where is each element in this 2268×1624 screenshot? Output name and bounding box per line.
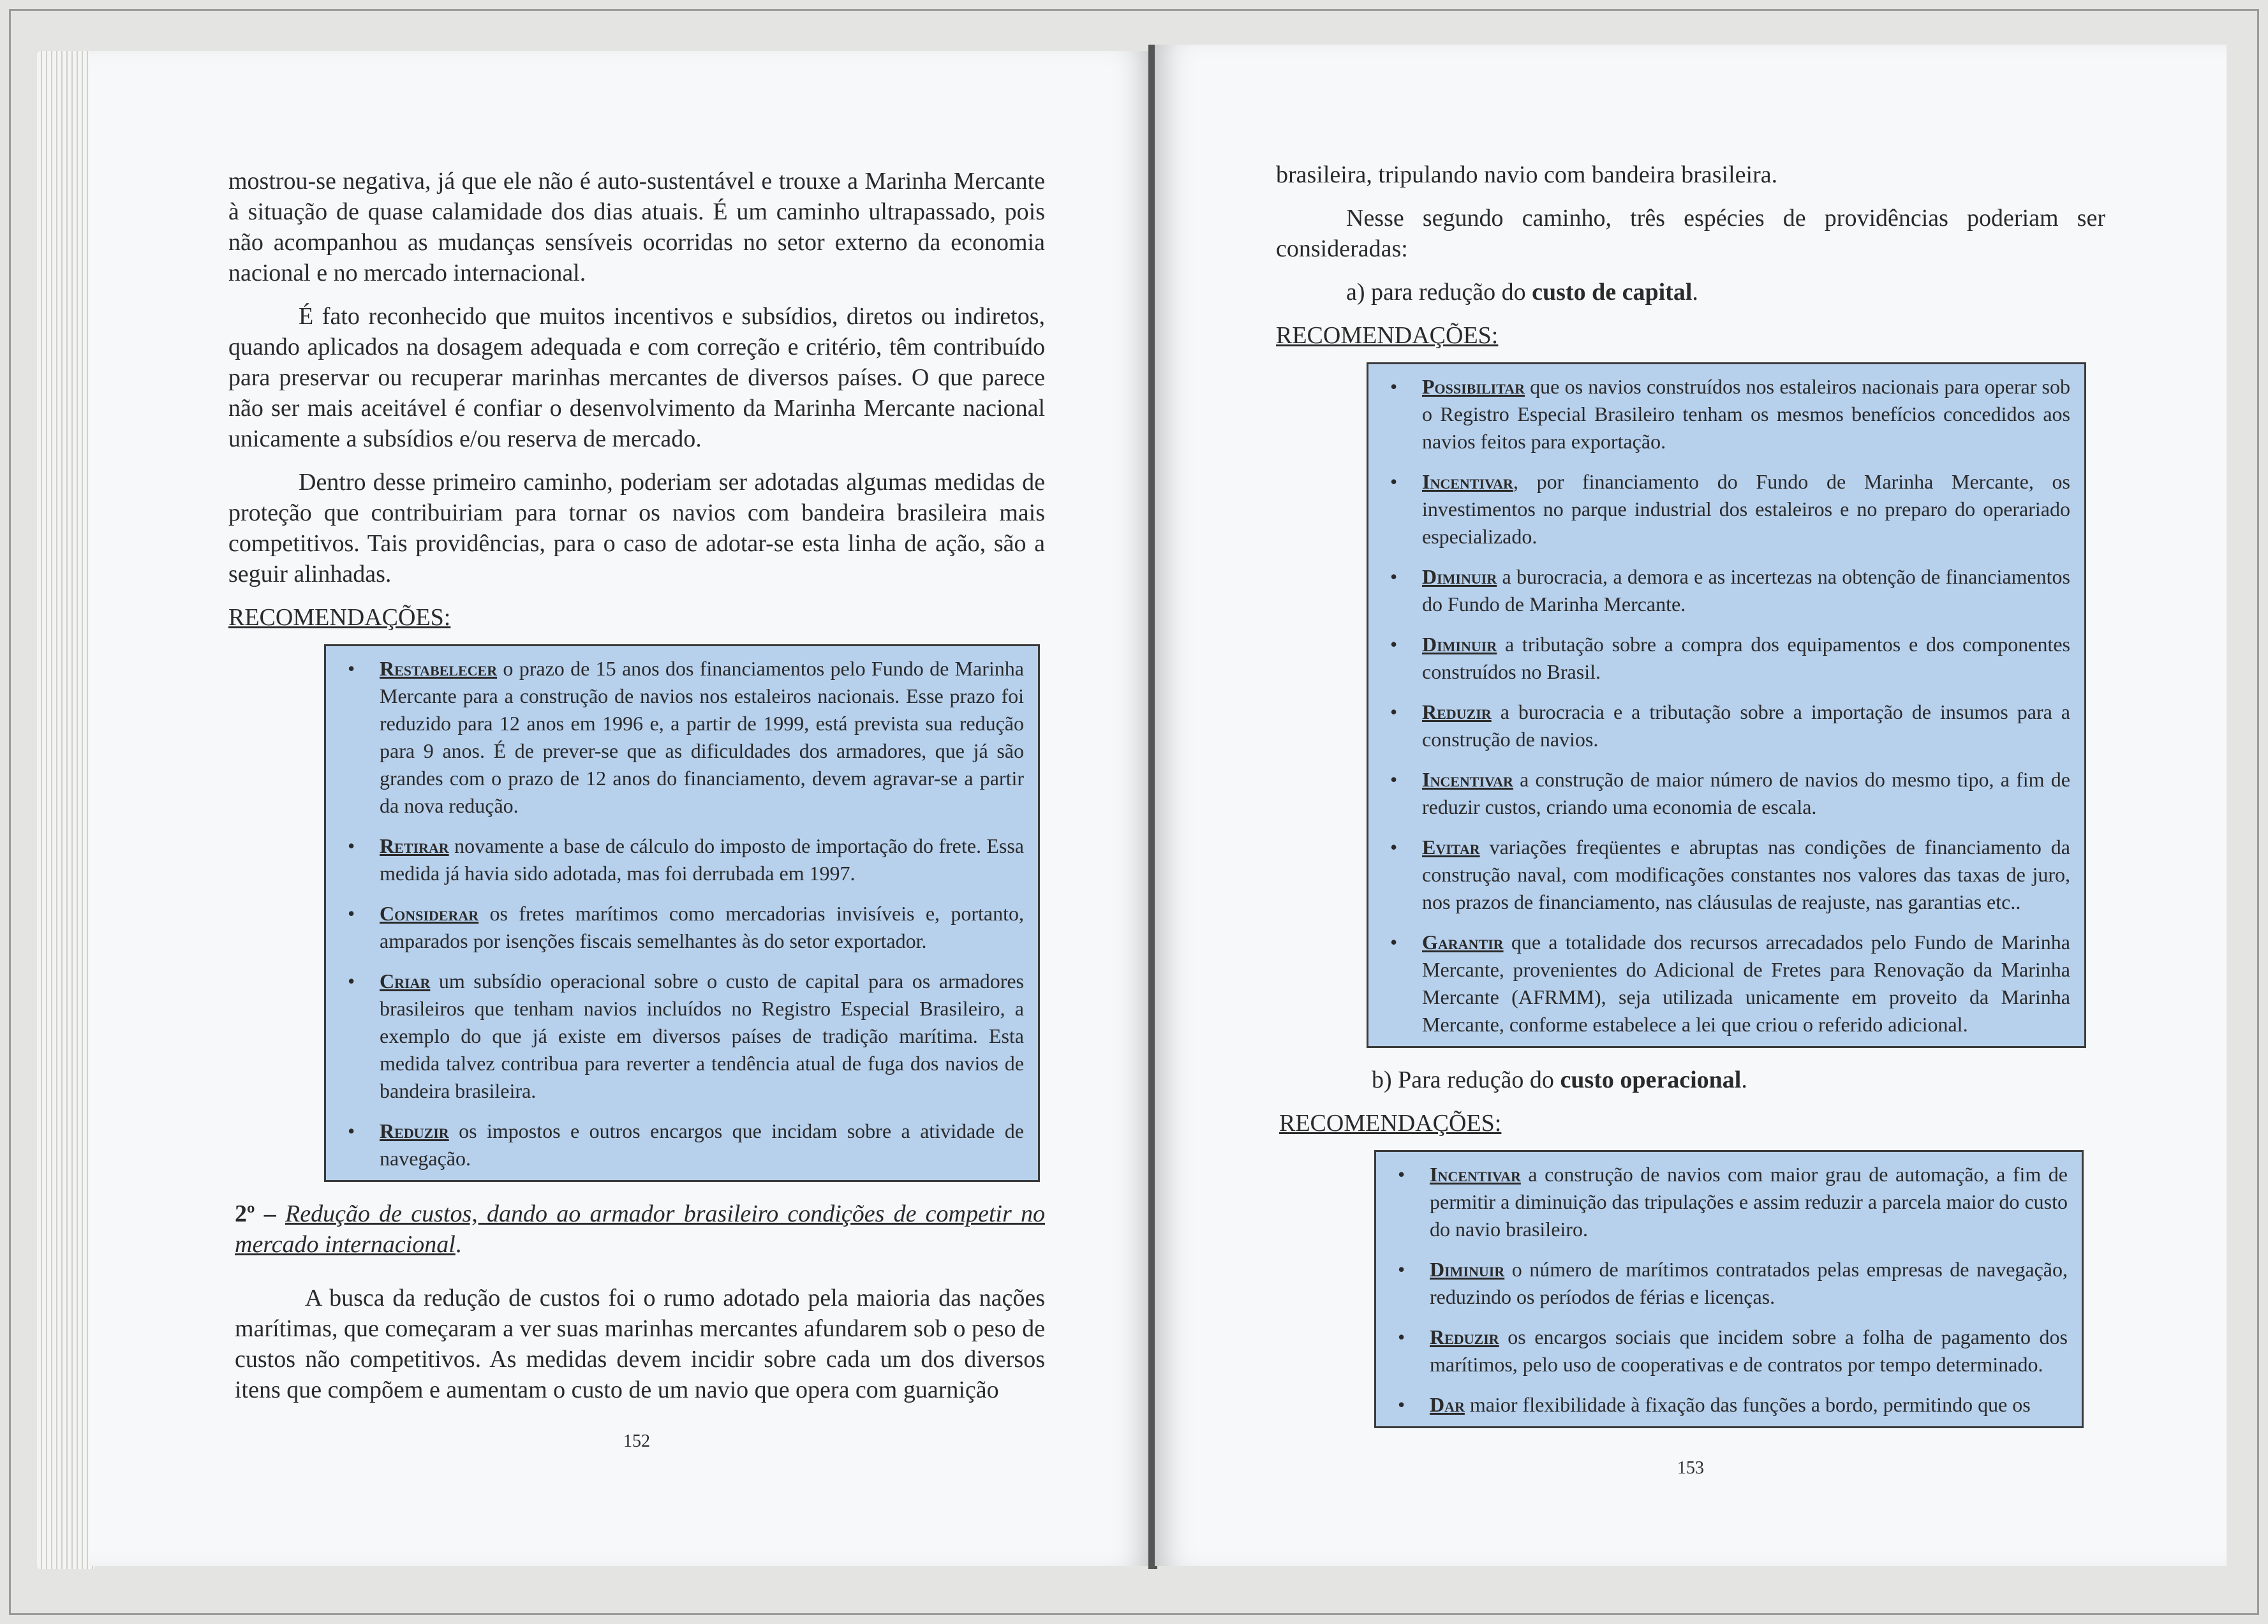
recommendation-keyword: Reduzir (380, 1119, 449, 1142)
paragraph: Nesse segundo caminho, três espécies de providências poderiam ser consideradas: (1276, 205, 2105, 262)
recommendation-keyword: Diminuir (1422, 633, 1497, 656)
recommendation-text: o prazo de 15 anos dos financiamentos pelo Fundo de Marinha Mercante para a construção de navios nos estaleiros nacionais. Esse prazo foi reduzido para 12 anos em 1996 e, a partir de 1999, está prevista sua redução para 9 anos. É de prever-se que as dificuldades dos armadores, que já são grandes com o prazo de 12 anos do financiamento, devem agravar-se a partir da nova redução. (380, 657, 1024, 817)
bullet-icon: • (1390, 931, 1398, 954)
recommendation-text: a tributação sobre a compra dos equipamentos e dos componentes construídos no Brasil. (1422, 633, 2070, 683)
item-b-prefix: b) Para redução do (1372, 1067, 1560, 1093)
paragraph: É fato reconhecido que muitos incentivos e subsídios, diretos ou indiretos, quando aplicados na dosagem adequada e com correção e critério, têm contribuído para preservar ou recuperar marinhas mercantes de diversos países. O que parece não ser mais aceitável é confiar o desenvolvimento da Marinha Mercante nacional unicamente a subsídios e/ou reserva de mercado. (228, 303, 1045, 452)
left-page (89, 51, 1152, 1566)
recommendation-item (1394, 1256, 2068, 1311)
recommendations-heading: RECOMENDAÇÕES: (1276, 322, 1499, 349)
recommendations-heading: RECOMENDAÇÕES: (228, 604, 451, 631)
recommendation-text: o número de marítimos contratados pelas empresas de navegação, reduzindo os períodos de férias e licenças. (1430, 1258, 2068, 1308)
left-page-column (228, 166, 1045, 1452)
bullet-icon: • (348, 657, 355, 680)
section-heading (235, 1199, 1045, 1260)
recommendation-text: os impostos e outros encargos que incidam sobre a atividade de navegação. (380, 1119, 1024, 1170)
section-number: 2º – (235, 1200, 285, 1227)
recommendation-text: variações freqüentes e abruptas nas condições de financiamento da construção naval, com modificações constantes nos valores das taxas de juro, nos prazos de financiamento, nas cláusulas de reajuste, nas garantias etc.. (1422, 836, 2070, 913)
page-edges (37, 51, 94, 1569)
recommendation-text: a construção de maior número de navios do mesmo tipo, a fim de reduzir custos, criando uma economia de escala. (1422, 768, 2070, 818)
recommendation-item (1394, 1391, 2068, 1419)
recommendation-keyword: Diminuir (1422, 565, 1497, 588)
recommendations-box-operational (1374, 1150, 2084, 1428)
bullet-icon: • (1390, 565, 1398, 588)
paragraph: A busca da redução de custos foi o rumo adotado pela maioria das nações marítimas, que começaram a ver suas marinhas mercantes afundarem sob o peso de custos não competitivos. As medidas devem incidir sobre cada um dos diversos itens que compõem e aumentam o custo de um navio que opera com guarnição (235, 1285, 1045, 1403)
item-a-prefix: a) para redução do (1346, 279, 1532, 306)
recommendation-keyword: Reduzir (1422, 700, 1492, 723)
recommendation-item (344, 655, 1024, 820)
item-b-bold: custo operacional (1560, 1067, 1742, 1093)
recommendation-keyword: Incentivar (1430, 1163, 1521, 1186)
recommendation-keyword: Reduzir (1430, 1325, 1499, 1348)
recommendation-text: a burocracia e a tributação sobre a importação de insumos para a construção de navios. (1422, 700, 2070, 751)
item-b (1372, 1065, 2105, 1095)
recommendation-keyword: Diminuir (1430, 1258, 1505, 1281)
recommendation-text: maior flexibilidade à fixação das funções a bordo, permitindo que os (1464, 1393, 2031, 1416)
recommendation-item (1386, 929, 2070, 1038)
section-title: Redução de custos, dando ao armador brasileiro condições de competir no mercado internacional (235, 1200, 1045, 1258)
bullet-icon: • (1390, 768, 1398, 791)
recommendations-heading: RECOMENDAÇÕES: (1279, 1110, 1502, 1137)
recommendation-text: , por financiamento do Fundo de Marinha Mercante, os investimentos no parque industrial dos estaleiros e no preparo do operariado especializado. (1422, 470, 2070, 548)
recommendation-text: a construção de navios com maior grau de automação, a fim de permitir a diminuição das tripulações e assim reduzir a parcela maior do custo do navio brasileiro. (1430, 1163, 2068, 1241)
recommendations-box-capital (1367, 362, 2086, 1048)
bullet-icon: • (1390, 470, 1398, 493)
recommendation-keyword: Dar (1430, 1393, 1465, 1416)
recommendation-item (1386, 631, 2070, 686)
paragraph: mostrou-se negativa, já que ele não é auto-sustentável e trouxe a Marinha Mercante à situação de quase calamidade dos dias atuais. É um caminho ultrapassado, pois não acompanhou as mudanças sensíveis ocorridas no setor externo da economia nacional e no mercado internacional. (228, 168, 1045, 286)
page-number: 153 (1677, 1458, 1704, 1478)
item-a (1346, 277, 2105, 307)
bullet-icon: • (1398, 1393, 1405, 1416)
recommendation-item (1386, 698, 2070, 753)
recommendation-item (1386, 468, 2070, 550)
recommendation-text: os encargos sociais que incidem sobre a folha de pagamento dos marítimos, pelo uso de cooperativas e de contratos por tempo determinado. (1430, 1325, 2068, 1376)
recommendation-text: que a totalidade dos recursos arrecadados pelo Fundo de Marinha Mercante, provenientes do Adicional de Fretes para Renovação da Marinha Mercante (AFRMM), seja utilizada unicamente em proveito da Marinha Mercante, conforme estabelece a lei que criou o referido adicional. (1422, 931, 2070, 1036)
recommendation-item (1386, 373, 2070, 455)
recommendation-item (1386, 834, 2070, 916)
recommendation-item (344, 1118, 1024, 1172)
recommendation-item (1394, 1161, 2068, 1243)
recommendation-text: novamente a base de cálculo do imposto de importação do frete. Essa medida já havia sido adotada, mas foi derrubada em 1997. (380, 834, 1024, 885)
bullet-icon: • (1390, 700, 1398, 723)
page-number: 152 (623, 1431, 650, 1451)
recommendation-keyword: Incentivar (1422, 470, 1513, 493)
recommendation-item (344, 968, 1024, 1105)
bullet-icon: • (348, 1119, 355, 1142)
right-page-column (1276, 159, 2105, 1479)
recommendations-list (1394, 1161, 2068, 1419)
recommendation-keyword: Evitar (1422, 836, 1480, 859)
recommendation-keyword: Possibilitar (1422, 375, 1525, 398)
paragraph: brasileira, tripulando navio com bandeira brasileira. (1276, 161, 1778, 188)
section-end: . (455, 1231, 462, 1258)
recommendation-item (1394, 1324, 2068, 1378)
recommendation-keyword: Retirar (380, 834, 449, 857)
bullet-icon: • (1390, 375, 1398, 398)
bullet-icon: • (348, 902, 355, 925)
recommendation-item (1386, 766, 2070, 821)
recommendation-item (344, 832, 1024, 887)
recommendation-text: os fretes marítimos como mercadorias invisíveis e, portanto, amparados por isenções fiscais semelhantes às do setor exportador. (380, 902, 1024, 952)
recommendation-text: a burocracia, a demora e as incertezas na obtenção de financiamentos do Fundo de Marinha Mercante. (1422, 565, 2070, 616)
bullet-icon: • (1398, 1258, 1405, 1281)
recommendation-keyword: Criar (380, 970, 431, 993)
bullet-icon: • (348, 834, 355, 857)
recommendation-keyword: Garantir (1422, 931, 1504, 954)
recommendations-list (344, 655, 1024, 1172)
recommendation-item (1386, 563, 2070, 618)
bullet-icon: • (1398, 1325, 1405, 1348)
paragraph: Dentro desse primeiro caminho, poderiam ser adotadas algumas medidas de proteção que contribuiriam para tornar os navios com bandeira brasileira mais competitivos. Tais providências, para o caso de adotar-se esta linha de ação, são a seguir alinhadas. (228, 469, 1045, 587)
recommendation-item (344, 900, 1024, 955)
right-page (1155, 45, 2227, 1566)
recommendation-text: um subsídio operacional sobre o custo de capital para os armadores brasileiros que tenham navios incluídos no Registro Especial Brasileiro, a exemplo do que já existe em diversos países de tradição marítima. Esta medida talvez contribua para reverter a tendência atual de fuga dos navios de bandeira brasileira. (380, 970, 1024, 1102)
item-b-suffix: . (1741, 1067, 1747, 1093)
recommendation-keyword: Considerar (380, 902, 479, 925)
recommendations-list (1386, 373, 2070, 1038)
bullet-icon: • (1390, 633, 1398, 656)
recommendation-text: que os navios construídos nos estaleiros nacionais para operar sob o Registro Especial Brasileiro tenham os mesmos benefícios concedidos aos navios feitos para exportação. (1422, 375, 2070, 453)
bullet-icon: • (348, 970, 355, 993)
recommendation-keyword: Incentivar (1422, 768, 1513, 791)
recommendation-keyword: Restabelecer (380, 657, 498, 680)
recommendations-box (324, 644, 1040, 1182)
item-a-suffix: . (1692, 279, 1698, 306)
bullet-icon: • (1390, 836, 1398, 859)
item-a-bold: custo de capital (1532, 279, 1693, 306)
bullet-icon: • (1398, 1163, 1405, 1186)
